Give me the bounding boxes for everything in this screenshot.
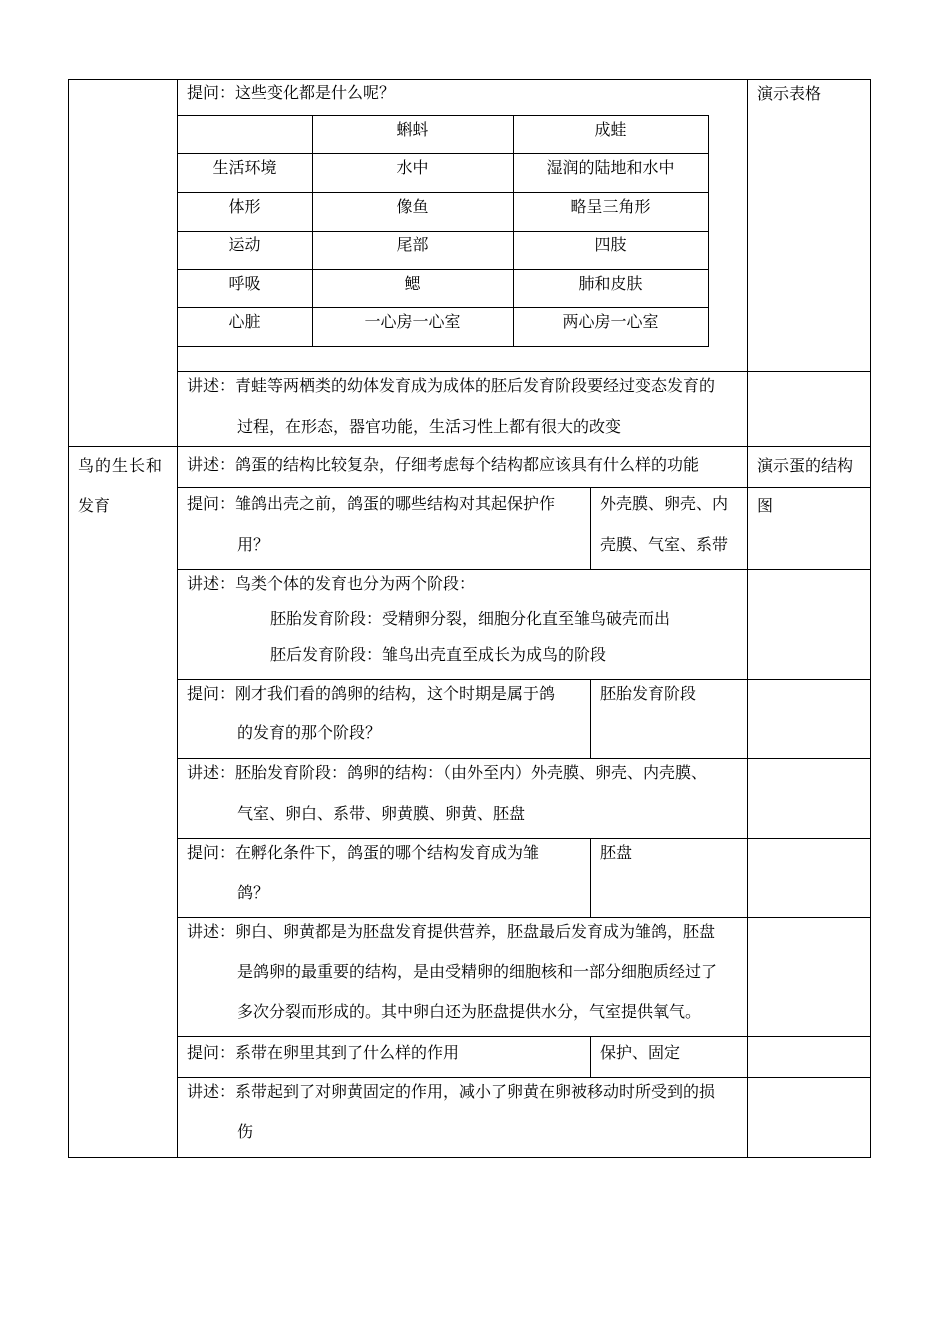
bird-explain-1: 讲述：鸽蛋的结构比较复杂，仔细考虑每个结构都应该具有什么样的功能 <box>187 455 700 474</box>
table-cell: 湿润的陆地和水中 <box>546 158 675 177</box>
bird-explain-3-line1: 讲述：鸟类个体的发育也分为两个阶段： <box>187 574 476 593</box>
table-cell: 运动 <box>228 235 261 254</box>
bird-question-8: 提问：系带在卵里其到了什么样的作用 <box>187 1043 460 1062</box>
table-cell: 心脏 <box>228 312 261 331</box>
table-cell: 肺和皮肤 <box>578 274 643 293</box>
table-cell: 尾部 <box>396 235 429 254</box>
frog-question: 提问：这些变化都是什么呢？ <box>187 83 396 102</box>
frog-explain-line2: 过程，在形态，器官功能，生活习性上都有很大的改变 <box>237 417 622 436</box>
table-cell: 呼吸 <box>228 274 261 293</box>
bird-explain-3-line2: 胚胎发育阶段：受精卵分裂，细胞分化直至雏鸟破壳而出 <box>270 609 671 628</box>
bird-explain-3-line3: 胚后发育阶段：雏鸟出壳直至成长为成鸟的阶段 <box>270 645 607 664</box>
bird-note-line1: 演示蛋的结构 <box>757 456 854 475</box>
table-cell: 生活环境 <box>212 158 277 177</box>
bird-question-6-line2: 鸽？ <box>237 883 270 902</box>
frog-note: 演示表格 <box>757 84 822 103</box>
bird-explain-9-line1: 讲述：系带起到了对卵黄固定的作用，减小了卵黄在卵被移动时所受到的损 <box>187 1082 716 1101</box>
bird-question-2-line2: 用？ <box>237 535 270 554</box>
bird-answer-2-line2: 壳膜、气室、系带 <box>600 535 729 554</box>
table-header-frog: 成蛙 <box>594 120 627 139</box>
table-cell: 鳃 <box>404 274 421 293</box>
bird-answer-8: 保护、固定 <box>600 1043 681 1062</box>
table-cell: 略呈三角形 <box>570 197 651 216</box>
table-cell: 像鱼 <box>396 197 429 216</box>
section-title-line2: 发育 <box>78 496 111 515</box>
bird-answer-2-line1: 外壳膜、卵壳、内 <box>600 494 729 513</box>
table-cell: 一心房一心室 <box>364 312 461 331</box>
bird-question-4-line1: 提问：刚才我们看的鸽卵的结构，这个时期是属于鸽 <box>187 684 556 703</box>
bird-explain-9-line2: 伤 <box>237 1122 254 1141</box>
bird-question-4-line2: 的发育的那个阶段？ <box>237 723 382 742</box>
bird-answer-4: 胚胎发育阶段 <box>600 684 697 703</box>
table-header-tadpole: 蝌蚪 <box>396 120 429 139</box>
bird-explain-7-line1: 讲述：卵白、卵黄都是为胚盘发育提供营养，胚盘最后发育成为雏鸽，胚盘 <box>187 922 716 941</box>
bird-explain-5-line2: 气室、卵白、系带、卵黄膜、卵黄、胚盘 <box>237 804 526 823</box>
bird-explain-5-line1: 讲述：胚胎发育阶段：鸽卵的结构：（由外至内）外壳膜、卵壳、内壳膜、 <box>187 763 708 782</box>
frog-explain-line1: 讲述：青蛙等两栖类的幼体发育成为成体的胚后发育阶段要经过变态发育的 <box>187 376 716 395</box>
table-cell: 两心房一心室 <box>562 312 659 331</box>
bird-note-line2: 图 <box>757 496 774 515</box>
section-title-line1: 鸟的生长和 <box>78 456 164 475</box>
bird-answer-6: 胚盘 <box>600 843 633 862</box>
table-cell: 体形 <box>228 197 261 216</box>
bird-explain-7-line3: 多次分裂而形成的。其中卵白还为胚盘提供水分，气室提供氧气。 <box>237 1002 702 1021</box>
table-cell: 水中 <box>396 158 429 177</box>
bird-question-6-line1: 提问：在孵化条件下，鸽蛋的哪个结构发育成为雏 <box>187 843 540 862</box>
table-cell: 四肢 <box>594 235 627 254</box>
bird-question-2-line1: 提问：雏鸽出壳之前，鸽蛋的哪些结构对其起保护作 <box>187 494 556 513</box>
bird-explain-7-line2: 是鸽卵的最重要的结构，是由受精卵的细胞核和一部分细胞质经过了 <box>237 962 718 981</box>
